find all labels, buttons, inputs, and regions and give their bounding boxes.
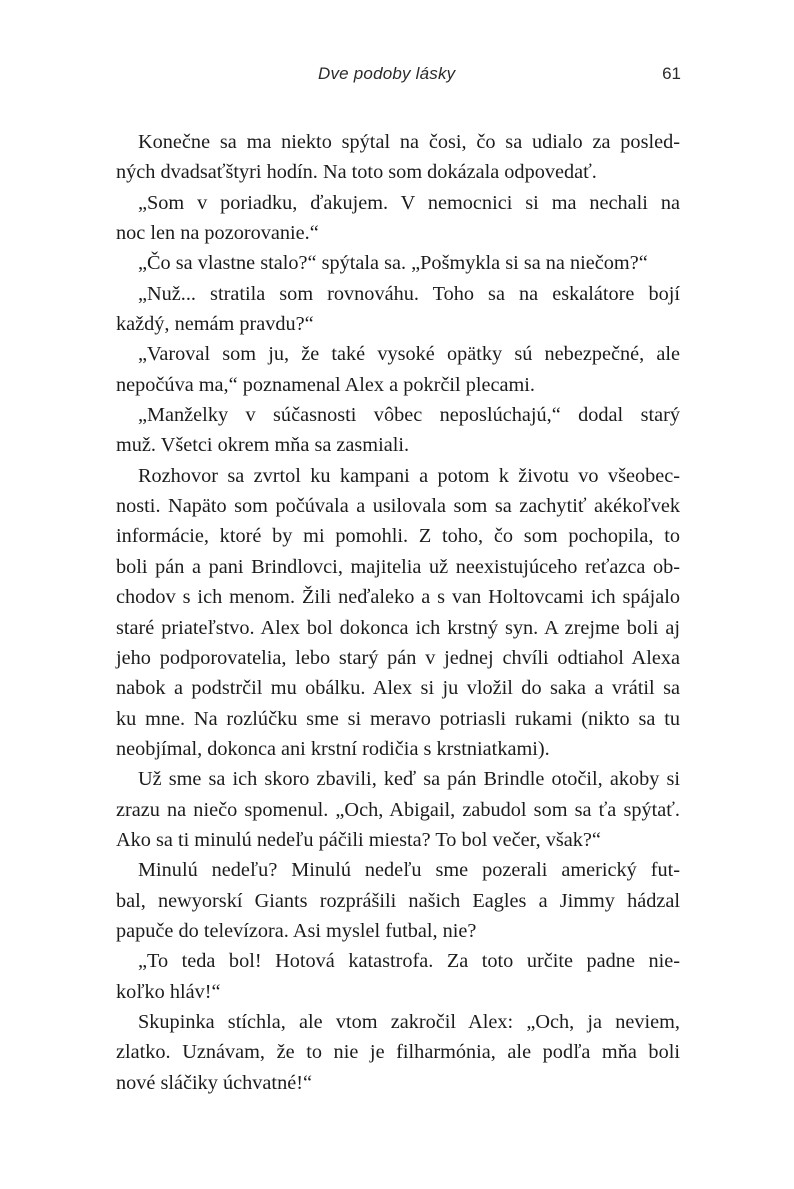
text-line: jeho podporovatelia, lebo starý pán v jednej chvíli odtiahol Alexa [116, 646, 680, 669]
text-line: Minulú nedeľu? Minulú nedeľu sme pozerali americký fut- [138, 859, 680, 882]
text-line: staré priateľstvo. Alex bol dokonca ich krstný syn. A zrejme boli aj [116, 616, 680, 639]
text-line: ku mne. Na rozlúčku sme si meravo potriasli rukami (nikto sa tu [116, 707, 680, 730]
text-line: papuče do televízora. Asi myslel futbal, nie? [116, 919, 477, 942]
paragraph [116, 339, 680, 400]
text-line: „Nuž... stratila som rovnováhu. Toho sa na eskalátore bojí [138, 282, 680, 305]
body-text [116, 127, 680, 1098]
text-line: „Manželky v súčasnosti vôbec neposlúchajú,“ dodal starý [138, 404, 680, 427]
paragraph [116, 400, 680, 461]
paragraph [116, 248, 680, 278]
text-line: „Čo sa vlastne stalo?“ spýtala sa. „Pošmykla si sa na niečom?“ [138, 252, 648, 275]
paragraph [116, 188, 680, 249]
text-line: ných dvadsaťštyri hodín. Na toto som dokázala odpovedať. [116, 161, 597, 184]
paragraph [116, 127, 680, 188]
text-line: zlatko. Uznávam, že to nie je filharmónia, ale podľa mňa boli [116, 1041, 680, 1064]
text-line: noc len na pozorovanie.“ [116, 222, 319, 245]
paragraph [116, 946, 680, 1007]
text-line: Už sme sa ich skoro zbavili, keď sa pán Brindle otočil, akoby si [138, 768, 680, 791]
paragraph [116, 279, 680, 340]
paragraph [116, 1007, 680, 1098]
paragraph [116, 855, 680, 946]
page-number: 61 [662, 64, 681, 83]
text-line: chodov s ich menom. Žili neďaleko a s van Holtovcami ich spájalo [116, 586, 680, 609]
text-line: každý, nemám pravdu?“ [116, 313, 314, 336]
text-line: Skupinka stíchla, ale vtom zakročil Alex: „Och, ja neviem, [138, 1010, 680, 1033]
text-line: muž. Všetci okrem mňa sa zasmiali. [116, 434, 410, 457]
text-line: neobjímal, dokonca ani krstní rodičia s krstniatkami). [116, 737, 550, 760]
text-line: nosti. Napäto som počúvala a usilovala som sa zachytiť akékoľvek [116, 495, 680, 518]
text-line: Konečne sa ma niekto spýtal na čosi, čo sa udialo za posled- [138, 131, 680, 153]
text-line: nabok a podstrčil mu obálku. Alex si ju vložil do saka a vrátil sa [116, 677, 680, 700]
text-line: bal, newyorskí Giants rozprášili našich Eagles a Jimmy hádzal [116, 889, 680, 912]
running-title: Dve podoby lásky [318, 64, 456, 83]
text-line: nové sláčiky úchvatné!“ [116, 1071, 312, 1094]
paragraph [116, 764, 680, 855]
text-line: zrazu na niečo spomenul. „Och, Abigail, zabudol som sa ťa spýtať. [116, 798, 680, 821]
text-line: „To teda bol! Hotová katastrofa. Za toto určite padne nie- [138, 950, 680, 973]
paragraph [116, 461, 680, 764]
text-line: Rozhovor sa zvrtol ku kampani a potom k životu vo všeobec- [138, 464, 680, 487]
text-line: koľko hláv!“ [116, 980, 221, 1003]
text-line: Ako sa ti minulú nedeľu páčili miesta? To bol večer, však?“ [116, 828, 601, 851]
text-line: boli pán a pani Brindlovci, majitelia už neexistujúceho reťazca ob- [116, 555, 680, 578]
running-head [0, 62, 794, 90]
text-line: nepočúva ma,“ poznamenal Alex a pokrčil plecami. [116, 373, 535, 396]
text-line: „Som v poriadku, ďakujem. V nemocnici si ma nechali na [138, 191, 680, 214]
text-line: „Varoval som ju, že také vysoké opätky sú nebezpečné, ale [138, 343, 680, 366]
text-line: informácie, ktoré by mi pomohli. Z toho, čo som pochopila, to [116, 525, 680, 548]
